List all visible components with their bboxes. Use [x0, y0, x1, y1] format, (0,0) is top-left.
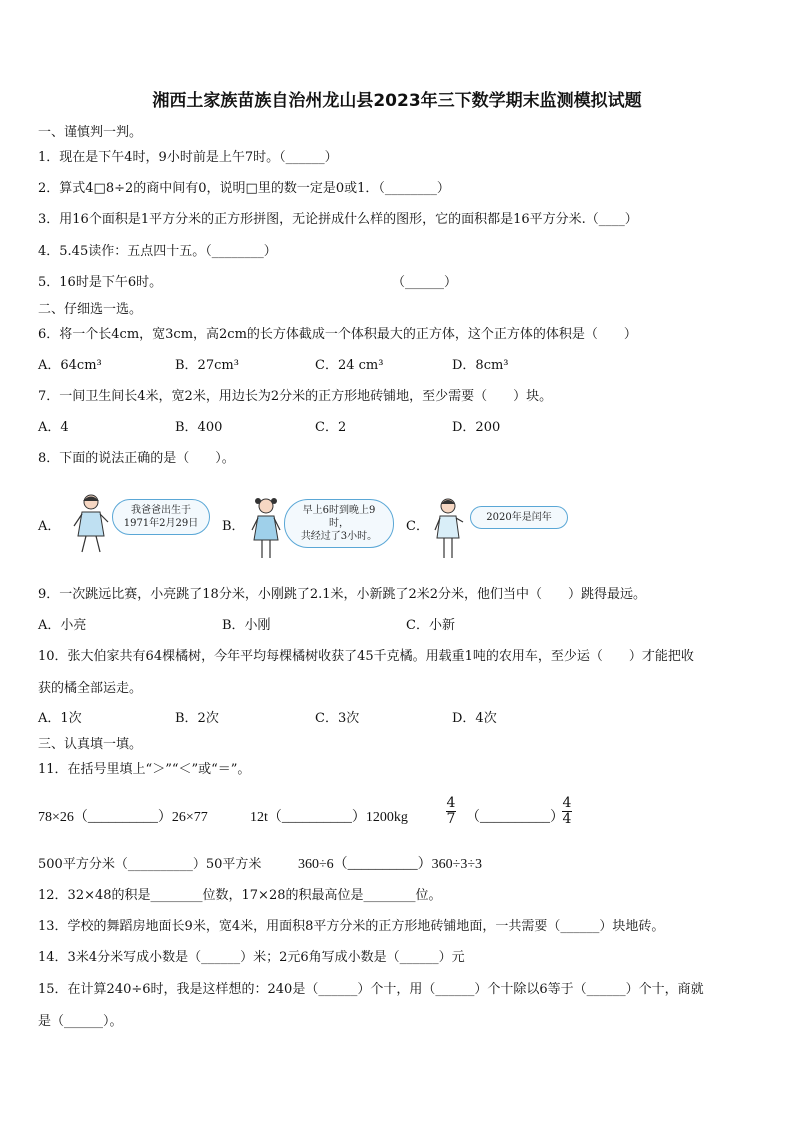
q8-option-c-label: C．: [406, 519, 429, 534]
q11-compare-3-blank: （__________）: [466, 810, 564, 825]
q9-option-a: A．小亮: [38, 618, 87, 633]
q6-option-a: A．64cm³: [38, 358, 102, 373]
bubble-a-line1: 我爸爸出生于: [131, 505, 191, 516]
fraction-2-denominator: 4: [562, 811, 572, 827]
question-2: 2．算式4□8÷2的商中间有0，说明□里的数一定是0或1．（________）: [38, 181, 450, 196]
question-15-line1: 15．在计算240÷6时，我是这样想的：240是（______）个十，用（______）个十除以6等于（______）个十，商就: [38, 982, 704, 997]
question-10-line2: 获的橘全部运走。: [38, 681, 143, 696]
question-11: 11．在括号里填上“＞”“＜”或“＝”。: [38, 762, 251, 777]
girl-figure-c: [430, 496, 466, 562]
girl-figure-b: [248, 496, 284, 562]
question-7: 7．一间卫生间长4米，宽2米，用边长为2分米的正方形地砖铺地，至少需要（ ）块。: [38, 389, 553, 404]
question-5-blank: （______）: [392, 275, 458, 290]
question-8: 8．下面的说法正确的是（ ）。: [38, 451, 235, 466]
speech-bubble-a: [112, 499, 210, 535]
speech-bubble-c: [470, 506, 568, 529]
bubble-c-line1: 2020年是闰年: [486, 512, 552, 523]
q9-option-c: C．小新: [406, 618, 455, 633]
bubble-b-line1: 早上6时到晚上9时，: [302, 505, 376, 529]
q6-option-d: D．8cm³: [452, 358, 509, 373]
question-6: 6．将一个长4cm，宽3cm，高2cm的长方体截成一个体积最大的正方体，这个正方体的体积是（ ）: [38, 327, 637, 342]
q10-option-d: D．4次: [452, 711, 497, 726]
question-14: 14．3米4分米写成小数是（______）米；2元6角写成小数是（______）元: [38, 950, 465, 965]
bubble-b-line2: 共经过了3小时。: [300, 531, 378, 542]
q7-option-a: A．4: [38, 420, 69, 435]
q7-option-c: C．2: [315, 420, 347, 435]
q8-option-a-label: A．: [38, 519, 61, 534]
question-5: 5．16时是下午6时。: [38, 275, 163, 290]
q6-option-c: C．24 cm³: [315, 358, 384, 373]
section-heading-judge: 一、谨慎判一判。: [38, 125, 143, 140]
q6-option-b: B．27cm³: [175, 358, 239, 373]
q11-compare-4: 500平方分米（__________）50平方米: [38, 857, 262, 872]
question-1: 1．现在是下午4时，9小时前是上午7时。（______）: [38, 150, 338, 165]
page-title: 湘西土家族苗族自治州龙山县2023年三下数学期末监测模拟试题: [152, 91, 642, 111]
q11-fraction-right: [562, 796, 572, 827]
question-12: 12．32×48的积是________位数，17×28的积最高位是________位。: [38, 888, 442, 903]
q11-compare-1: 78×26（__________）26×77: [38, 810, 208, 825]
question-13: 13．学校的舞蹈房地面长9米，宽4米，用面积8平方分米的正方形地砖铺地面，一共需要（______）块地砖。: [38, 919, 665, 934]
q11-compare-2: 12t（__________）1200kg: [250, 810, 408, 825]
q10-option-a: A．1次: [38, 711, 82, 726]
question-3: 3．用16个面积是1平方分米的正方形拼图，无论拼成什么样的图形，它的面积都是16平方分米.（____）: [38, 212, 638, 227]
fraction-2-numerator: 4: [562, 795, 572, 811]
q11-fraction-left: [446, 796, 456, 827]
q11-compare-5: 360÷6（__________）360÷3÷3: [298, 857, 483, 872]
girl-figure-a: [70, 492, 112, 556]
q10-option-c: C．3次: [315, 711, 360, 726]
question-10-line1: 10．张大伯家共有64棵橘树，今年平均每棵橘树收获了45千克橘。用载重1吨的农用车，至少运（ ）才能把收: [38, 649, 694, 664]
section-heading-choose: 二、仔细选一选。: [38, 302, 143, 317]
question-9: 9．一次跳远比赛，小亮跳了18分米，小刚跳了2.1米，小新跳了2米2分米，他们当中（ ）跳得最远。: [38, 587, 647, 602]
section-heading-fill: 三、认真填一填。: [38, 737, 143, 752]
q10-option-b: B．2次: [175, 711, 219, 726]
q9-option-b: B．小刚: [222, 618, 271, 633]
speech-bubble-b: [284, 499, 394, 548]
fraction-1-denominator: 7: [446, 811, 456, 827]
q8-option-b-label: B．: [222, 519, 245, 534]
question-4: 4．5.45读作：五点四十五。（________）: [38, 244, 277, 259]
fraction-1-numerator: 4: [446, 795, 456, 811]
q7-option-b: B．400: [175, 420, 223, 435]
q7-option-d: D．200: [452, 420, 501, 435]
question-15-line2: 是（______）。: [38, 1014, 123, 1029]
bubble-a-line2: 1971年2月29日: [123, 518, 199, 529]
